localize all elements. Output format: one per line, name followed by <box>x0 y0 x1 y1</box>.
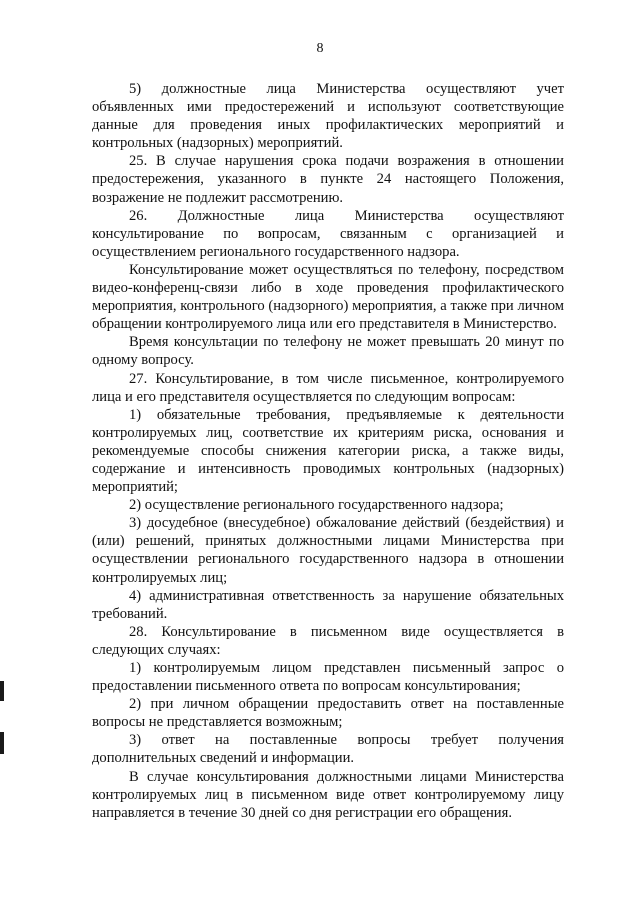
paragraph-11: 28. Консультирование в письменном виде осуществляется в следующих случаях: <box>92 623 564 658</box>
paragraph-12: 1) контролируемым лицом представлен письменный запрос о предоставлении письменного ответа по вопросам консультирования; <box>92 660 564 695</box>
paragraph-13: 2) при личном обращении предоставить ответ на поставленные вопросы не представляется возможным; <box>92 696 564 731</box>
paragraph-14: 3) ответ на поставленные вопросы требует получения дополнительных сведений и информации. <box>92 732 564 767</box>
paragraph-5: Время консультации по телефону не может превышать 20 минут по одному вопросу. <box>92 334 564 369</box>
paragraph-1: 5) должностные лица Министерства осуществляют учет объявленных ими предостережений и используют соответствующие данные для проведения иных профилактических мероприятий и контрольных (надзорных) мероприятий. <box>92 81 564 152</box>
scan-edge-mark <box>0 732 4 754</box>
page-number: 8 <box>316 41 324 56</box>
paragraph-9: 3) досудебное (внесудебное) обжалование действий (бездействия) и (или) решений, принятых должностными лицами Министерства при осуществлении регионального государственного надзора в отношении контролируемых лиц; <box>92 515 564 586</box>
paragraph-4: Консультирование может осуществляться по телефону, посредством видео-конференц-связи либо в ходе проведения профилактического мероприятия, контрольного (надзорного) мероприятия, а также при личном обращении контролируемого лица или его представителя в Министерство. <box>92 261 564 333</box>
paragraph-3: 26. Должностные лица Министерства осуществляют консультирование по вопросам, связанным с организацией и осуществлением регионального государственного надзора. <box>92 207 564 260</box>
paragraph-2: 25. В случае нарушения срока подачи возражения в отношении предостережения, указанного в пункте 24 настоящего Положения, возражение не подлежит рассмотрению. <box>92 153 564 206</box>
paragraph-8: 2) осуществление регионального государственного надзора; <box>129 497 504 514</box>
paragraph-10: 4) административная ответственность за нарушение обязательных требований. <box>92 587 564 622</box>
paragraph-6: 27. Консультирование, в том числе письменное, контролируемого лица и его представителя осуществляется по следующим вопросам: <box>92 370 564 405</box>
document-body <box>92 80 564 822</box>
scan-edge-mark <box>0 681 4 701</box>
paragraph-7: 1) обязательные требования, предъявляемые к деятельности контролируемых лиц, соответствие их критериям риска, основания и рекомендуемые способы снижения категории риска, а также виды, содержание и интенсивность проводимых контрольных (надзорных) мероприятий; <box>92 406 564 496</box>
paragraph-15: В случае консультирования должностными лицами Министерства контролируемых лиц в письменном виде ответ контролируемому лицу направляется в течение 30 дней со дня регистрации его обращения. <box>92 768 564 821</box>
